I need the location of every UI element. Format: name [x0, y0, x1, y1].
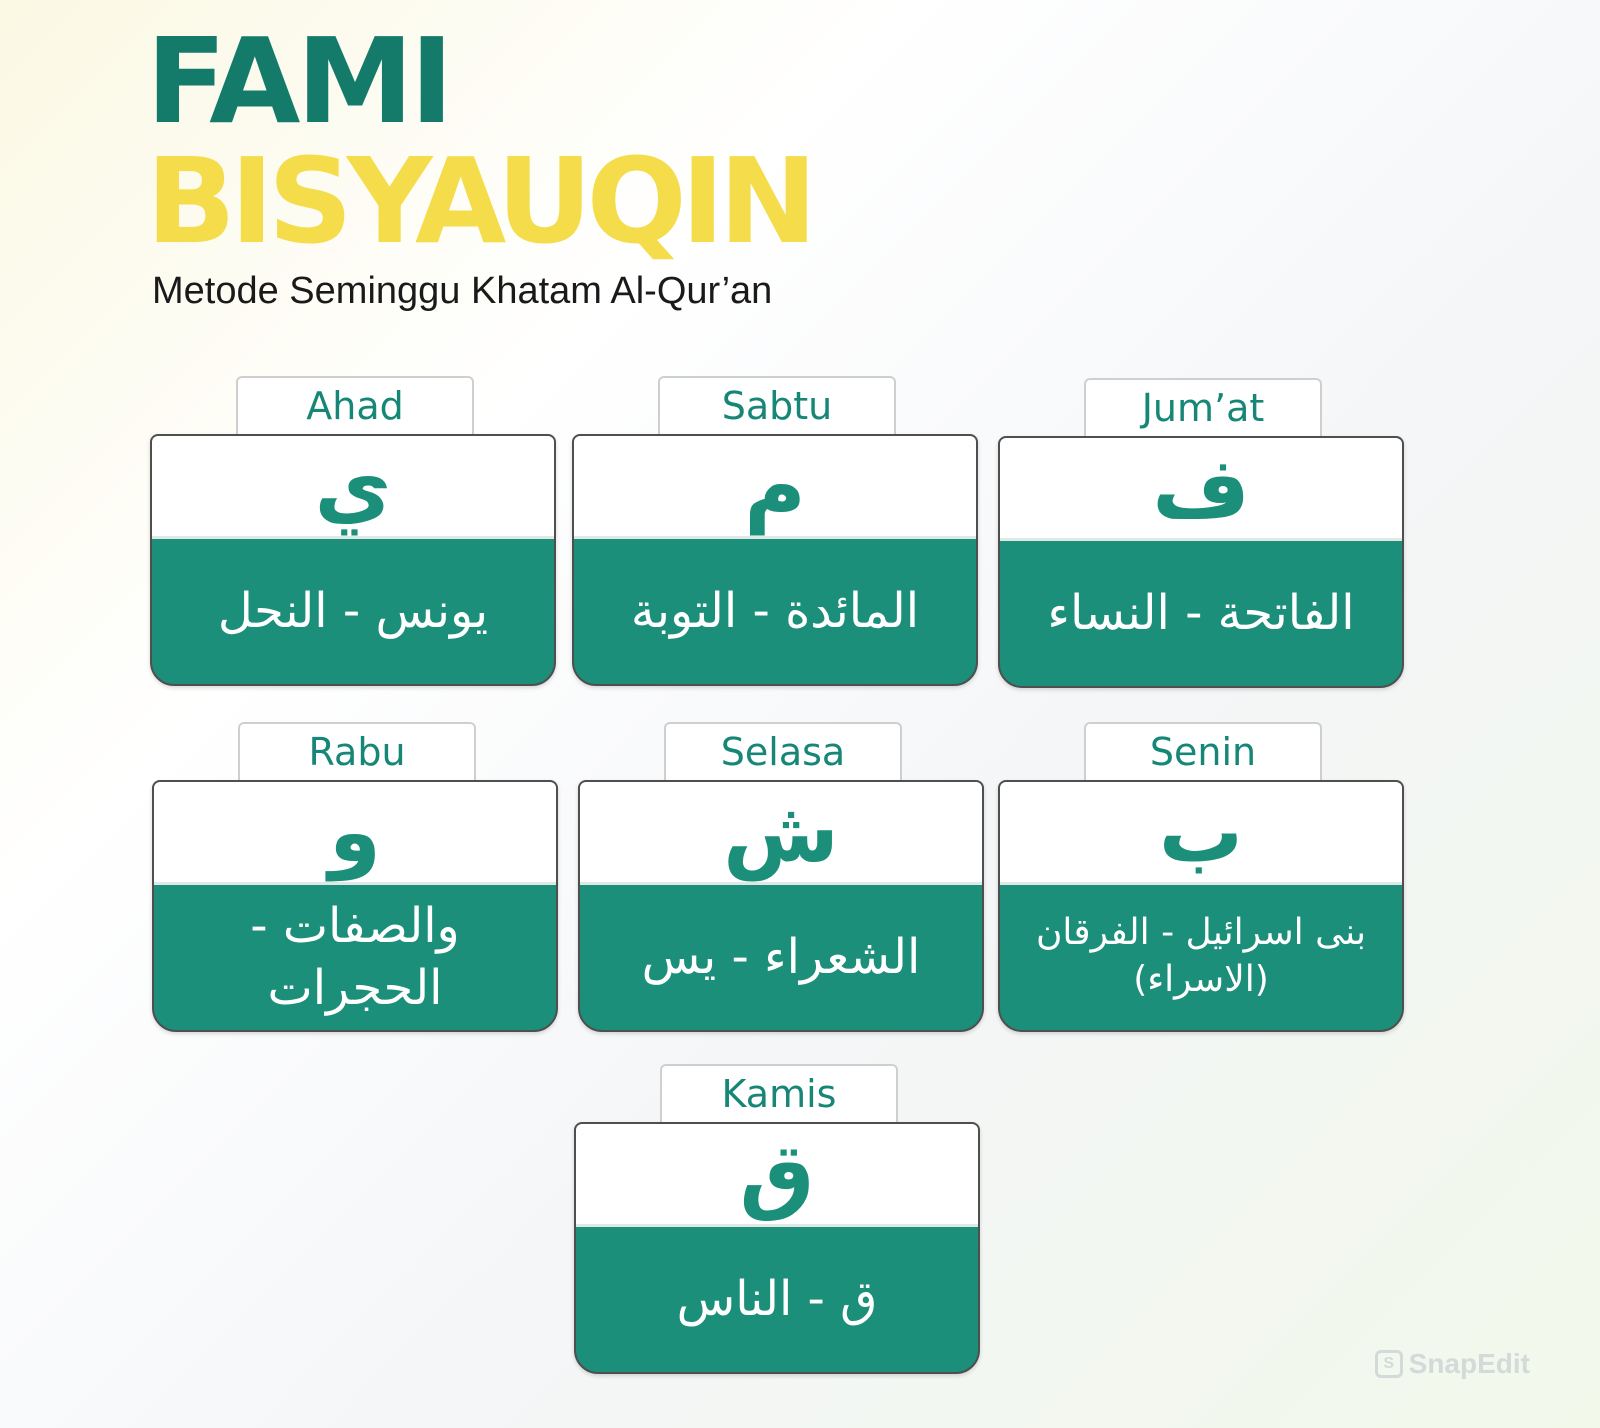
surah-area: [576, 1224, 978, 1374]
surah-area: [1000, 882, 1402, 1032]
arabic-letter: ف: [1152, 439, 1250, 537]
arabic-letter: ي: [314, 437, 392, 535]
day-card-selasa: [578, 722, 984, 1034]
arabic-letter: ب: [1158, 783, 1244, 881]
surah-range: بنى اسرائيل - الفرقان (الاسراء): [1035, 912, 1367, 1000]
surah-area: [1000, 538, 1402, 688]
card-box: [150, 434, 556, 686]
surah-area: [154, 882, 556, 1032]
day-card-senin: [998, 722, 1404, 1034]
arabic-letter: م: [744, 437, 806, 535]
day-card-sabtu: [572, 376, 978, 688]
day-tab: Selasa: [664, 722, 902, 780]
letter-area: [152, 436, 554, 539]
surah-range: يونس - النحل: [217, 582, 489, 639]
day-card-kamis: [574, 1064, 980, 1376]
surah-range: المائدة - التوبة: [630, 582, 920, 639]
card-box: [998, 780, 1404, 1032]
day-tab: Kamis: [660, 1064, 898, 1122]
surah-area: [580, 882, 982, 1032]
day-tab: Jum’at: [1084, 378, 1322, 436]
day-card-rabu: [152, 722, 558, 1034]
letter-area: [574, 436, 976, 539]
surah-range: الفاتحة - النساء: [1047, 584, 1355, 641]
letter-area: [576, 1124, 978, 1227]
watermark: [1375, 1348, 1530, 1380]
surah-range: ق - الناس: [676, 1270, 878, 1327]
title-bisyauqin: BISYAUQIN: [146, 132, 812, 270]
card-box: [998, 436, 1404, 688]
day-tab: Rabu: [238, 722, 476, 780]
card-box: [572, 434, 978, 686]
surah-range: الشعراء - يس: [641, 928, 921, 985]
day-card-ahad: [150, 376, 556, 688]
arabic-letter: ش: [723, 783, 839, 881]
surah-area: [152, 536, 554, 686]
day-tab: Sabtu: [658, 376, 896, 434]
subtitle: Metode Seminggu Khatam Al-Qur’an: [152, 270, 773, 312]
watermark-text: SnapEdit: [1408, 1348, 1530, 1379]
title-fami: FAMI: [146, 12, 450, 150]
letter-area: [1000, 782, 1402, 885]
day-card-jumat: [998, 378, 1404, 690]
card-box: [574, 1122, 980, 1374]
letter-area: [580, 782, 982, 885]
letter-area: [1000, 438, 1402, 541]
surah-range: والصفات - الحجرات: [250, 897, 460, 1016]
day-tab: Senin: [1084, 722, 1322, 780]
day-tab: Ahad: [236, 376, 474, 434]
snapedit-icon: S: [1375, 1350, 1403, 1378]
letter-area: [154, 782, 556, 885]
arabic-letter: و: [328, 783, 382, 881]
card-box: [578, 780, 984, 1032]
surah-area: [574, 536, 976, 686]
card-box: [152, 780, 558, 1032]
arabic-letter: ق: [739, 1125, 815, 1223]
